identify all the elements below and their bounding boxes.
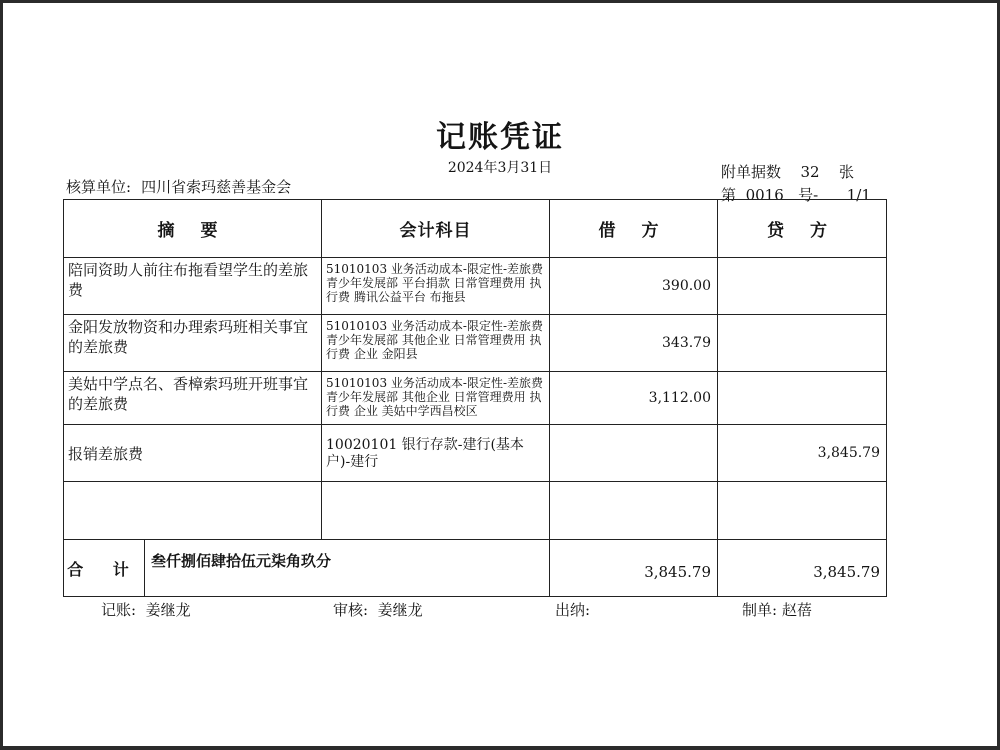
table-row xyxy=(64,482,887,540)
total-label: 合 计 xyxy=(64,540,145,596)
row-debit: 390.00 xyxy=(550,258,718,315)
attachment-count xyxy=(721,161,854,182)
voucher-table xyxy=(63,199,887,597)
attachment-label: 附单据数 xyxy=(721,163,782,181)
voucher-number-value: 0016 xyxy=(745,186,784,204)
row-summary: 陪同资助人前往布拖看望学生的差旅费 xyxy=(64,258,322,315)
cashier-label: 出纳: xyxy=(555,601,591,619)
row-credit xyxy=(718,315,887,372)
accounting-unit-name: 四川省索玛慈善基金会 xyxy=(141,178,292,196)
table-row xyxy=(64,425,887,482)
row-account: 51010103 业务活动成本-限定性-差旅费 青少年发展部 其他企业 日常管理费用 执行费 企业 金阳县 xyxy=(322,315,550,372)
row-account: 10020101 银行存款-建行(基本户)-建行 xyxy=(322,425,550,482)
cashier-signature xyxy=(555,599,590,620)
attachment-number: 32 xyxy=(800,163,820,181)
row-summary: 金阳发放物资和办理索玛班相关事宜的差旅费 xyxy=(64,315,322,372)
header-credit: 贷 方 xyxy=(718,200,887,258)
accounting-unit xyxy=(66,176,291,197)
header-summary: 摘 要 xyxy=(64,200,322,258)
table-header-row xyxy=(64,200,887,258)
row-summary: 报销差旅费 xyxy=(64,425,322,482)
row-debit xyxy=(550,425,718,482)
row-account: 51010103 业务活动成本-限定性-差旅费 青少年发展部 其他企业 日常管理费用 执行费 企业 美姑中学西昌校区 xyxy=(322,372,550,425)
voucher-number-suffix: 号- xyxy=(798,186,819,204)
auditor-name: 姜继龙 xyxy=(377,601,423,619)
voucher-number-label: 第 xyxy=(721,186,737,204)
voucher-date: 2024年3月31日 xyxy=(447,160,553,176)
table-row xyxy=(64,315,887,372)
auditor-label: 审核: xyxy=(333,601,369,619)
header-debit: 借 方 xyxy=(550,200,718,258)
row-credit xyxy=(718,372,887,425)
voucher-title: 记账凭证 xyxy=(436,120,564,155)
row-summary xyxy=(64,482,322,540)
table-row xyxy=(64,258,887,315)
preparer-label: 制单: xyxy=(742,601,778,619)
row-debit xyxy=(550,482,718,540)
bookkeeper-name: 姜继龙 xyxy=(145,601,191,619)
row-credit: 3,845.79 xyxy=(718,425,887,482)
bookkeeper-label: 记账: xyxy=(101,601,137,619)
total-cell xyxy=(64,540,550,597)
preparer-name: 赵蓓 xyxy=(781,601,812,619)
row-account: 51010103 业务活动成本-限定性-差旅费 青少年发展部 平台捐款 日常管理费用 执行费 腾讯公益平台 布拖县 xyxy=(322,258,550,315)
row-credit xyxy=(718,482,887,540)
scan-border-top xyxy=(0,0,1000,3)
scan-border-bottom xyxy=(0,746,1000,750)
accounting-unit-label: 核算单位: xyxy=(66,178,132,196)
total-debit: 3,845.79 xyxy=(550,540,718,597)
voucher-page: 1/1 xyxy=(846,186,871,204)
total-amount-words: 叁仟捌佰肆拾伍元柒角玖分 xyxy=(151,552,332,570)
total-row xyxy=(64,540,887,597)
row-credit xyxy=(718,258,887,315)
bookkeeper-signature xyxy=(101,599,191,620)
total-credit: 3,845.79 xyxy=(718,540,887,597)
table-row xyxy=(64,372,887,425)
attachment-suffix: 张 xyxy=(839,163,855,181)
auditor-signature xyxy=(333,599,423,620)
row-debit: 3,112.00 xyxy=(550,372,718,425)
row-summary: 美姑中学点名、香樟索玛班开班事宜的差旅费 xyxy=(64,372,322,425)
row-account xyxy=(322,482,550,540)
row-debit: 343.79 xyxy=(550,315,718,372)
header-account: 会计科目 xyxy=(322,200,550,258)
preparer-signature xyxy=(742,599,812,620)
